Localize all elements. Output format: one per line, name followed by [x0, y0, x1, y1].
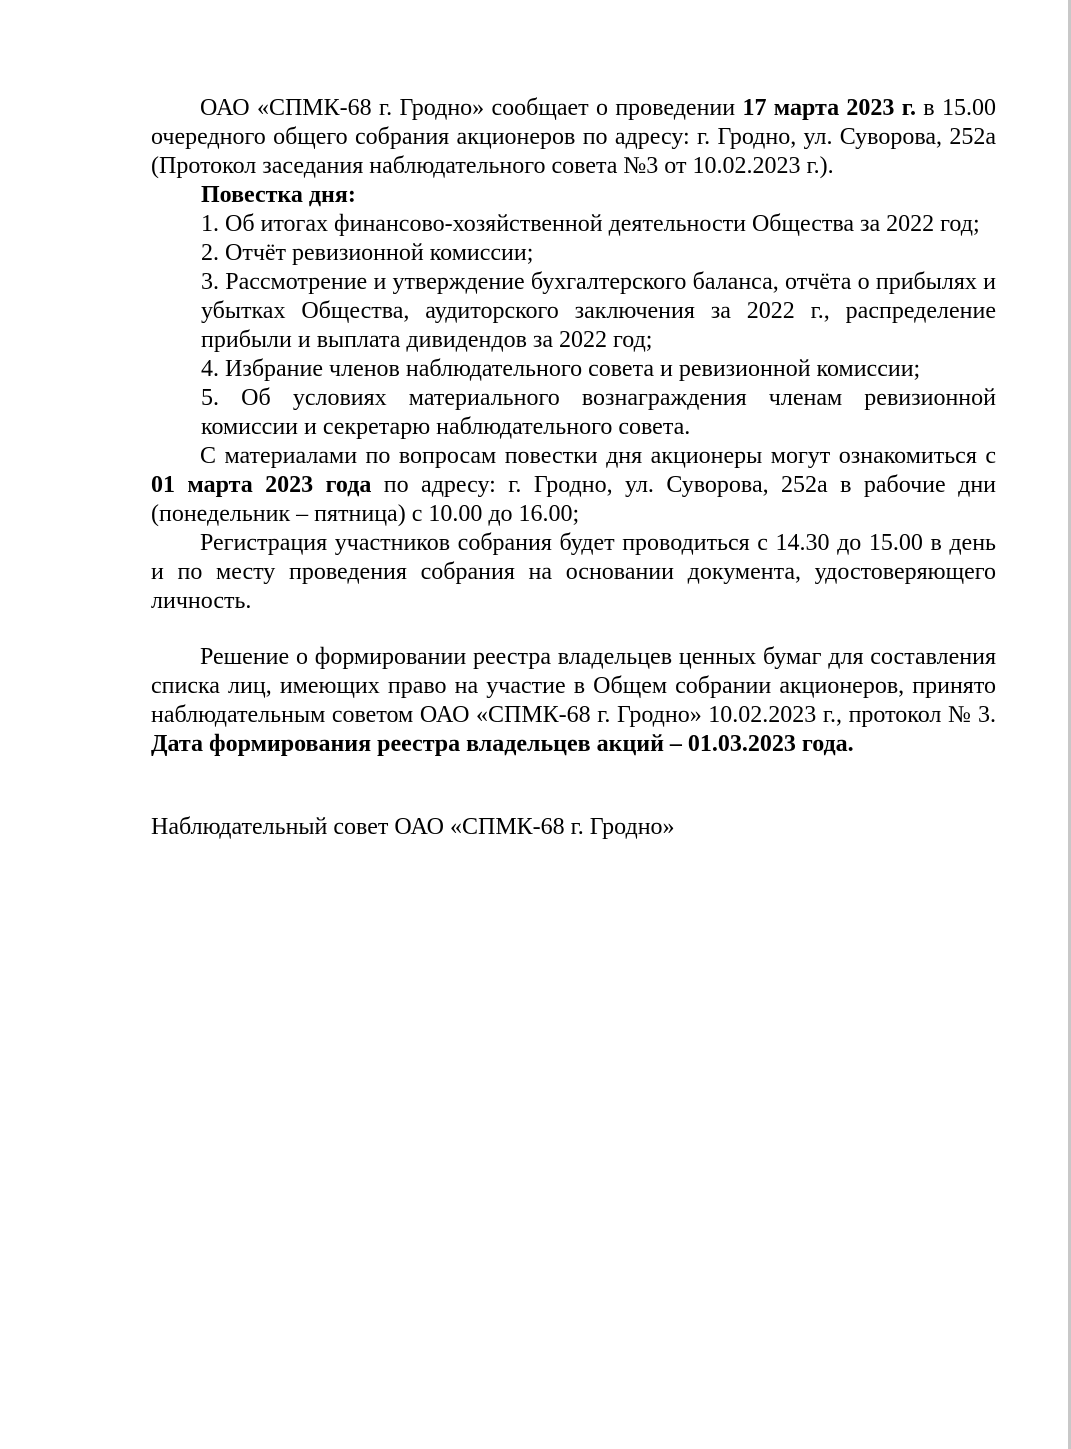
meeting-date: 17 марта 2023 г.: [742, 95, 916, 121]
materials-text-2: по адресу: г. Гродно, ул. Суворова, 252а в рабочие дни (понедельник – пятница) с 10.00 до 16.00;: [151, 472, 997, 527]
intro-text-2: в 15.00 очередного общего собрания акционеров по адресу: г. Гродно, ул. Суворова, 252а (Протокол заседания наблюдательного совета №3 от 10.02.2023 г.).: [151, 95, 996, 179]
materials-text-1: С материалами по вопросам повестки дня акционеры могут ознакомиться с: [200, 443, 996, 469]
spacer: [151, 616, 996, 643]
registration-paragraph: Регистрация участников собрания будет проводиться с 14.30 до 15.00 в день и по месту проведения собрания на основании документа, удостоверяющего личность.: [151, 530, 996, 614]
agenda-item: 3. Рассмотрение и утверждение бухгалтерского баланса, отчёта о прибылях и убытках Общества, аудиторского заключения за 2022 г., распределение прибыли и выплата дивидендов за 2022 год;: [201, 269, 996, 353]
signature: Наблюдательный совет ОАО «СПМК-68 г. Гродно»: [151, 814, 675, 840]
agenda-title: Повестка дня:: [201, 182, 356, 208]
materials-date: 01 марта 2023 года: [151, 472, 372, 498]
intro-text-1: ОАО «СПМК-68 г. Гродно» сообщает о проведении: [200, 95, 743, 121]
intro-paragraph: [151, 94, 996, 181]
agenda-list: [151, 210, 996, 442]
registry-text: Решение о формировании реестра владельцев ценных бумаг для составления списка лиц, имеющих право на участие в Общем собрании акционеров, принято наблюдательным советом ОАО «СПМК-68 г. Гродно» 10.02.2023 г., протокол № 3.: [151, 644, 996, 728]
agenda-item: 4. Избрание членов наблюдательного совета и ревизионной комиссии;: [201, 356, 921, 382]
agenda-item: 1. Об итогах финансово-хозяйственной деятельности Общества за 2022 год;: [201, 211, 980, 237]
agenda-item: 5. Об условиях материального вознаграждения членам ревизионной комиссии и секретарю наблюдательного совета.: [201, 385, 996, 440]
registry-date: Дата формирования реестра владельцев акций – 01.03.2023 года.: [151, 731, 854, 757]
materials-paragraph: [151, 442, 996, 529]
spacer: [151, 759, 996, 813]
registry-paragraph: [151, 643, 996, 759]
agenda-item: 2. Отчёт ревизионной комиссии;: [201, 240, 534, 266]
document-body: [151, 94, 996, 842]
